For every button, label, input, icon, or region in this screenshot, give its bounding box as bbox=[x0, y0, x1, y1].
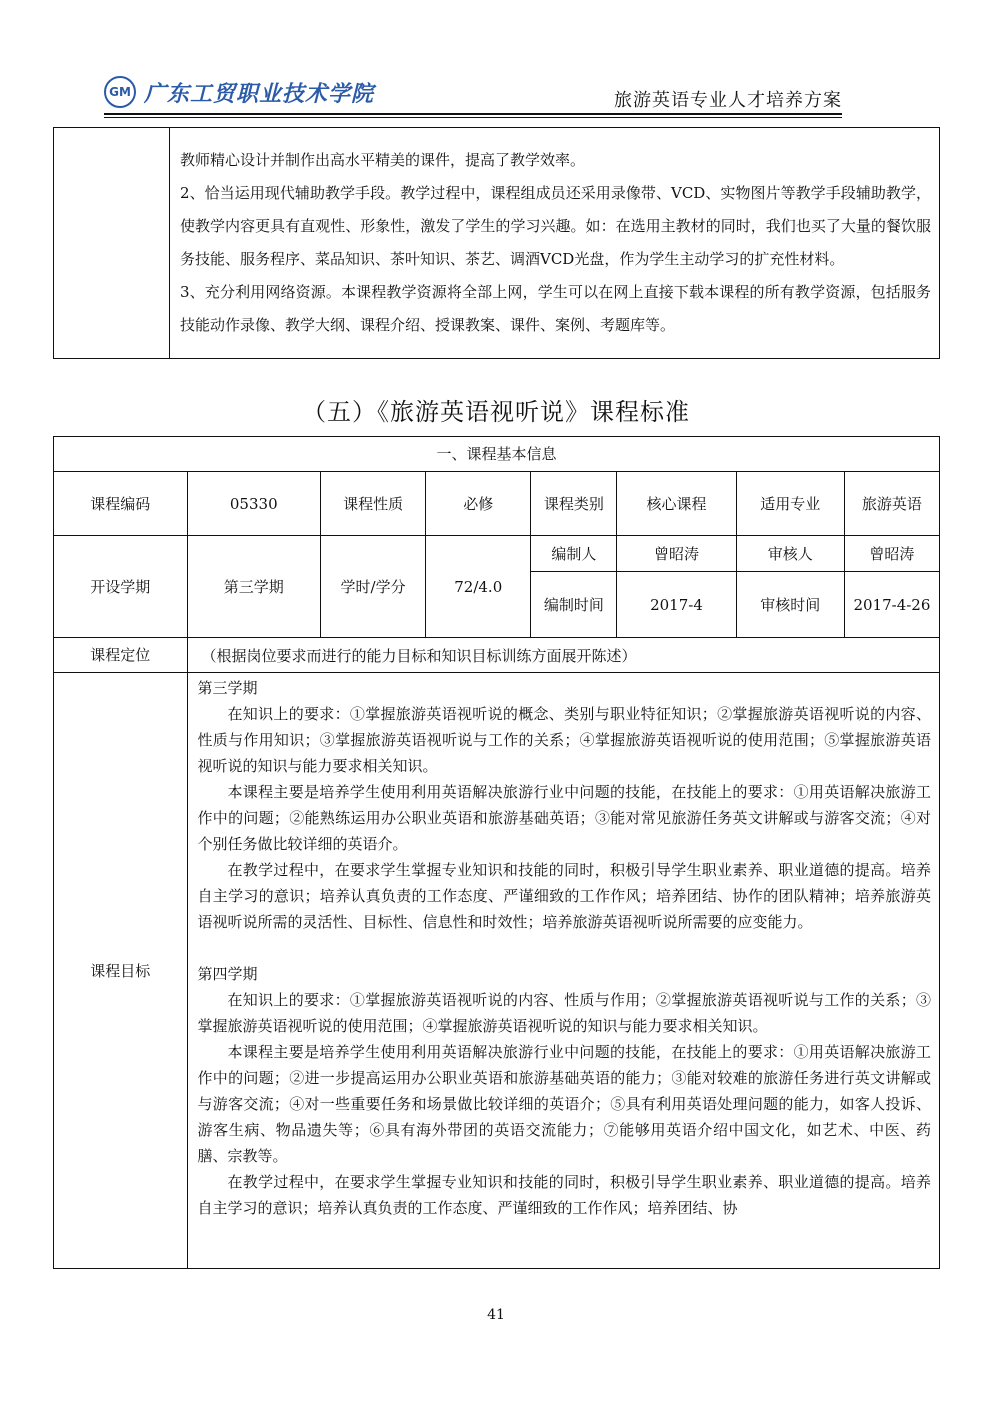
page-number: 41 bbox=[487, 1307, 505, 1323]
previous-table-line: 3、充分利用网络资源。本课程教学资源将全部上网，学生可以在网上直接下载本课程的所有教学资源，包括服务技能动作录像、教学大纲、课程介绍、授课教案、课件、案例、考题库等。 bbox=[180, 283, 931, 334]
author-label: 编制人 bbox=[531, 536, 617, 572]
goal-paragraph: 本课程主要是培养学生使用利用英语解决旅游行业中问题的技能，在技能上的要求：①用英语解决旅游工作中的问题；②能熟练运用办公职业英语和旅游基础英语；③能对常见旅游任务英文讲解或与游客交流；④对个别任务做比较详细的英语介。 bbox=[197, 783, 931, 853]
category-value: 核心课程 bbox=[617, 472, 736, 536]
major-label: 适用专业 bbox=[736, 472, 844, 536]
nature-value: 必修 bbox=[426, 472, 531, 536]
table-heading: 一、课程基本信息 bbox=[54, 437, 940, 472]
reviewer-label: 审核人 bbox=[736, 536, 844, 572]
author-value: 曾昭涛 bbox=[617, 536, 736, 572]
code-label: 课程编码 bbox=[54, 472, 188, 536]
goal-paragraph: 在知识上的要求：①掌握旅游英语视听说的概念、类别与职业特征知识；②掌握旅游英语视听说的内容、性质与作用知识；③掌握旅游英语视听说与工作的关系；④掌握旅游英语视听说的使用范围；⑤掌握旅游英语视听说的知识与能力要求相关知识。 bbox=[197, 705, 931, 775]
date-label: 编制时间 bbox=[531, 572, 617, 638]
date-value: 2017-4 bbox=[617, 572, 736, 638]
reviewer-value: 曾昭涛 bbox=[844, 536, 939, 572]
code-value: 05330 bbox=[187, 472, 321, 536]
previous-table-label-cell bbox=[54, 128, 170, 359]
hours-label: 学时/学分 bbox=[321, 536, 426, 638]
section-title: （五）《旅游英语视听说》课程标准 bbox=[302, 398, 690, 426]
previous-table-line: 2、恰当运用现代辅助教学手段。教学过程中，课程组成员还采用录像带、VCD、实物图片等教学手段辅助教学，使教学内容更具有直观性、形象性，激发了学生的学习兴趣。如：在选用主教材的同时，我们也买了大量的餐饮服务技能、服务程序、菜品知识、茶叶知识、茶艺、调酒VCD光盘，作为学生主动学习的扩充性材料。 bbox=[180, 184, 931, 268]
document-title: 旅游英语专业人才培养方案 bbox=[614, 90, 842, 111]
term-value: 第三学期 bbox=[187, 536, 321, 638]
course-info-table bbox=[53, 436, 940, 1269]
goals-content bbox=[187, 673, 940, 1269]
review-date-label: 审核时间 bbox=[736, 572, 844, 638]
hours-value: 72/4.0 bbox=[426, 536, 531, 638]
review-date-value: 2017-4-26 bbox=[844, 572, 939, 638]
term3-title: 第三学期 bbox=[197, 679, 258, 697]
goal-paragraph: 在教学过程中，在要求学生掌握专业知识和技能的同时，积极引导学生职业素养、职业道德的提高。培养自主学习的意识；培养认真负责的工作态度、严谨细致的工作作风；培养团结、协 bbox=[197, 1173, 931, 1217]
header-rule bbox=[104, 117, 842, 118]
previous-table bbox=[53, 127, 940, 359]
positioning-value: （根据岗位要求而进行的能力目标和知识目标训练方面展开陈述） bbox=[187, 638, 940, 673]
goal-paragraph: 在教学过程中，在要求学生掌握专业知识和技能的同时，积极引导学生职业素养、职业道德的提高。培养自主学习的意识；培养认真负责的工作态度、严谨细致的工作作风；培养团结、协作的团队精神；培养旅游英语视听说所需的灵活性、目标性、信息性和时效性；培养旅游英语视听说所需要的应变能力。 bbox=[197, 861, 931, 931]
page-header bbox=[0, 0, 992, 120]
school-emblem-icon: GM bbox=[104, 76, 136, 108]
goal-paragraph: 本课程主要是培养学生使用利用英语解决旅游行业中问题的技能，在技能上的要求：①用英语解决旅游工作中的问题；②进一步提高运用办公职业英语和旅游基础英语的能力；③能对较难的旅游任务进行英文讲解或与游客交流；④对一些重要任务和场景做比较详细的英语介；⑤具有利用英语处理问题的能力，如客人投诉、游客生病、物品遗失等；⑥具有海外带团的英语交流能力；⑦能够用英语介绍中国文化，如艺术、中医、药膳、宗教等。 bbox=[197, 1043, 931, 1165]
term4-title: 第四学期 bbox=[197, 965, 258, 983]
nature-label: 课程性质 bbox=[321, 472, 426, 536]
term-label: 开设学期 bbox=[54, 536, 188, 638]
category-label: 课程类别 bbox=[531, 472, 617, 536]
blank-line bbox=[198, 935, 932, 961]
header-rule bbox=[104, 113, 842, 115]
previous-table-line: 教师精心设计并制作出高水平精美的课件，提高了教学效率。 bbox=[180, 151, 586, 169]
school-logo bbox=[104, 76, 374, 108]
school-name: 广东工贸职业技术学院 bbox=[144, 80, 375, 107]
goal-paragraph: 在知识上的要求：①掌握旅游英语视听说的内容、性质与作用；②掌握旅游英语视听说与工作的关系；③掌握旅游英语视听说的使用范围；④掌握旅游英语视听说的知识与能力要求相关知识。 bbox=[197, 991, 931, 1035]
positioning-label: 课程定位 bbox=[54, 638, 188, 673]
major-value: 旅游英语 bbox=[844, 472, 939, 536]
previous-table-content bbox=[170, 128, 940, 359]
goals-label: 课程目标 bbox=[54, 673, 188, 1269]
